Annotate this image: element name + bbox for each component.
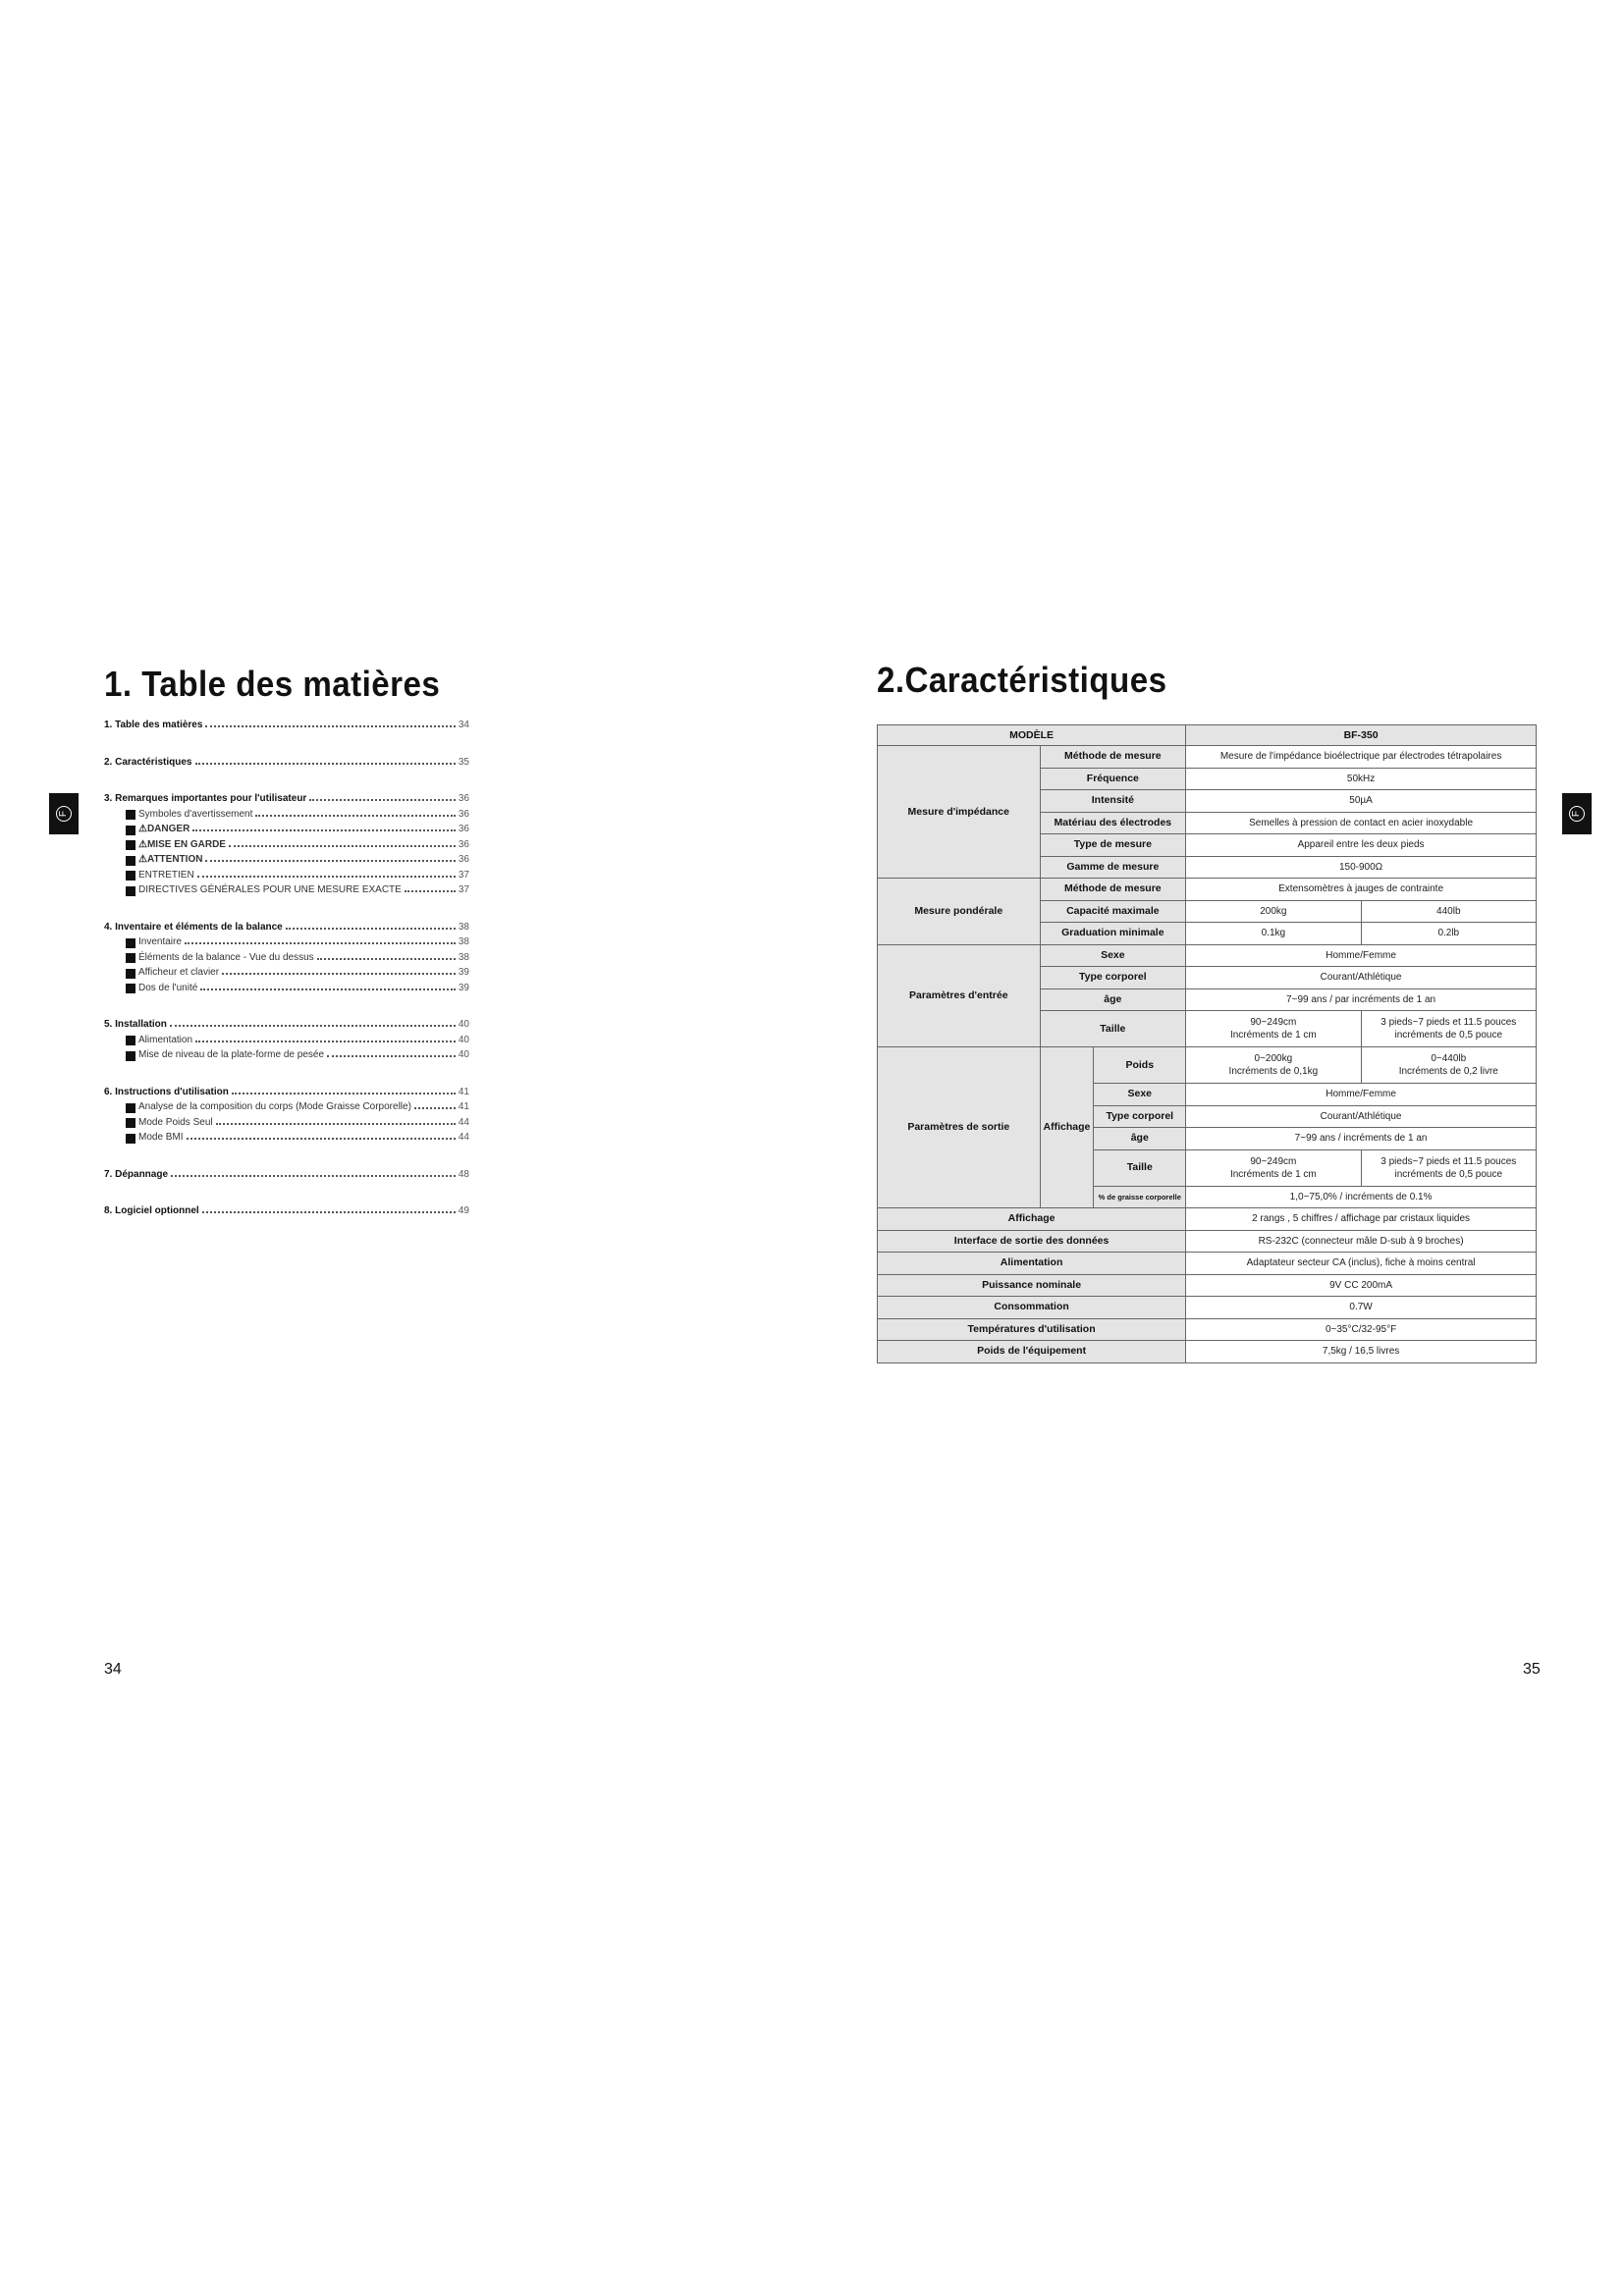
toc-section [104, 1018, 469, 1064]
toc-sub-entry [104, 823, 469, 838]
toc-entry-page: 48 [458, 1168, 469, 1180]
toc-entry-label: DIRECTIVES GÉNÉRALES POUR UNE MESURE EXACTE [138, 884, 402, 895]
square-bullet-icon [126, 1134, 135, 1144]
specifications-table [877, 724, 1537, 1363]
toc-title: 1. Table des matières [104, 664, 441, 704]
row-label: Taille [1094, 1149, 1186, 1186]
row-value: Mesure de l'impédance bioélectrique par électrodes tétrapolaires [1186, 746, 1537, 769]
toc-sub-entry [104, 982, 469, 997]
dot-leader [414, 1100, 456, 1109]
dot-leader [202, 1204, 456, 1213]
row-value: Adaptateur secteur CA (inclus), fiche à moins central [1186, 1253, 1537, 1275]
group-label: Mesure d'impédance [878, 746, 1041, 879]
toc-entry-label: 1. Table des matières [104, 720, 203, 730]
toc-sub-entry [104, 1048, 469, 1064]
toc-entry-label: Mode Poids Seul [138, 1116, 213, 1128]
toc-entry-page: 36 [458, 808, 469, 820]
square-bullet-icon [126, 1118, 135, 1128]
toc-sub-entry [104, 1116, 469, 1132]
page-number-right: 35 [1523, 1661, 1541, 1678]
row-value: 0.1kg [1186, 923, 1361, 945]
row-label: Méthode de mesure [1040, 879, 1186, 901]
toc-entry [104, 792, 469, 808]
dot-leader [170, 1018, 456, 1027]
row-value: 0~440lb Incréments de 0,2 livre [1361, 1047, 1536, 1084]
row-label: Matériau des électrodes [1040, 812, 1186, 834]
toc-entry-page: 36 [458, 824, 469, 834]
toc-entry-label: Inventaire [138, 936, 182, 947]
specs-title: 2.Caractéristiques [877, 660, 1167, 700]
toc-entry [104, 719, 469, 734]
toc-section [104, 1204, 469, 1220]
toc-sub-entry [104, 1034, 469, 1049]
row-value: 50µA [1186, 790, 1537, 813]
toc-entry-label: ⚠DANGER [138, 824, 190, 834]
toc-entry-label: Mode BMI [138, 1132, 184, 1143]
dot-leader [195, 1034, 456, 1042]
dot-leader [171, 1168, 456, 1177]
row-label: Gamme de mesure [1040, 856, 1186, 879]
dot-leader [205, 719, 455, 727]
page-number-left: 34 [104, 1661, 122, 1678]
dot-leader [317, 951, 456, 960]
group-label: Paramètres d'entrée [878, 944, 1041, 1047]
row-value: 2 rangs , 5 chiffres / affichage par cristaux liquides [1186, 1208, 1537, 1231]
row-label: Sexe [1040, 944, 1186, 967]
table-row [878, 1274, 1537, 1297]
toc-entry-page: 44 [458, 1116, 469, 1128]
dot-leader [197, 869, 456, 878]
row-value: 50kHz [1186, 768, 1537, 790]
toc-entry-page: 37 [458, 884, 469, 895]
row-label: Interface de sortie des données [878, 1230, 1186, 1253]
dot-leader [195, 756, 456, 765]
language-tab-left: F [49, 793, 79, 834]
table-row [878, 1297, 1537, 1319]
row-label: Type corporel [1094, 1105, 1186, 1128]
toc-sub-entry [104, 966, 469, 982]
row-label: Affichage [878, 1208, 1186, 1231]
dot-leader [309, 792, 456, 801]
table-row [878, 879, 1537, 901]
row-label: Températures d'utilisation [878, 1318, 1186, 1341]
toc-entry [104, 1086, 469, 1101]
toc-entry-page: 40 [458, 1019, 469, 1030]
toc-sub-entry [104, 951, 469, 967]
toc-entry-label: 7. Dépannage [104, 1168, 169, 1180]
toc-entry-page: 44 [458, 1132, 469, 1143]
toc-section [104, 1168, 469, 1184]
toc-entry-page: 36 [458, 854, 469, 865]
table-of-contents [104, 719, 469, 1242]
row-value: 90~249cm Incréments de 1 cm [1186, 1011, 1361, 1047]
sub-group-label: Affichage [1040, 1047, 1094, 1208]
dot-leader [222, 966, 456, 975]
table-row [878, 725, 1537, 746]
square-bullet-icon [126, 810, 135, 820]
dot-leader [205, 853, 455, 862]
row-label: Méthode de mesure [1040, 746, 1186, 769]
row-value: 0~200kg Incréments de 0,1kg [1186, 1047, 1361, 1084]
toc-sub-entry [104, 1100, 469, 1116]
right-page [812, 0, 1624, 2296]
toc-entry-page: 41 [458, 1101, 469, 1112]
toc-entry-label: Éléments de la balance - Vue du dessus [138, 951, 314, 963]
toc-section [104, 792, 469, 899]
dot-leader [200, 982, 456, 990]
table-row [878, 1318, 1537, 1341]
toc-entry-label: Afficheur et clavier [138, 967, 220, 978]
group-label: Mesure pondérale [878, 879, 1041, 945]
square-bullet-icon [126, 871, 135, 881]
dot-leader [232, 1086, 456, 1095]
row-value: 3 pieds~7 pieds et 11.5 pouces incréments de 0,5 pouce [1361, 1149, 1536, 1186]
row-value: 7~99 ans / par incréments de 1 an [1186, 988, 1537, 1011]
toc-entry-label: 4. Inventaire et éléments de la balance [104, 921, 283, 933]
row-label: Intensité [1040, 790, 1186, 813]
toc-sub-entry [104, 1131, 469, 1147]
row-label: Type de mesure [1040, 834, 1186, 857]
toc-entry-page: 40 [458, 1049, 469, 1060]
toc-sub-entry [104, 838, 469, 854]
row-label: Puissance nominale [878, 1274, 1186, 1297]
row-value: Homme/Femme [1186, 944, 1537, 967]
row-value: Courant/Athlétique [1186, 1105, 1537, 1128]
toc-entry-page: 36 [458, 838, 469, 850]
toc-section [104, 921, 469, 997]
toc-sub-entry [104, 883, 469, 899]
group-label: Paramètres de sortie [878, 1047, 1041, 1208]
toc-sub-entry [104, 808, 469, 824]
square-bullet-icon [126, 886, 135, 896]
square-bullet-icon [126, 1051, 135, 1061]
row-label: âge [1094, 1128, 1186, 1150]
toc-entry-label: ⚠ATTENTION [138, 854, 203, 865]
table-row [878, 944, 1537, 967]
toc-entry-label: 2. Caractéristiques [104, 756, 192, 768]
row-label: % de graisse corporelle [1094, 1186, 1186, 1208]
model-label: MODÈLE [878, 725, 1186, 746]
row-value: Courant/Athlétique [1186, 967, 1537, 989]
row-label: Alimentation [878, 1253, 1186, 1275]
row-value: 200kg [1186, 900, 1361, 923]
row-value: 7~99 ans / incréments de 1 an [1186, 1128, 1537, 1150]
toc-entry-label: 6. Instructions d'utilisation [104, 1086, 229, 1097]
square-bullet-icon [126, 1103, 135, 1113]
toc-sub-entry [104, 853, 469, 869]
toc-entry-label: 5. Installation [104, 1019, 167, 1030]
toc-entry-label: 8. Logiciel optionnel [104, 1205, 199, 1216]
language-tab-right: F [1562, 793, 1592, 834]
toc-entry-page: 35 [458, 756, 469, 768]
row-label: Graduation minimale [1040, 923, 1186, 945]
dot-leader [405, 883, 456, 892]
toc-sub-entry [104, 935, 469, 951]
toc-entry [104, 1018, 469, 1034]
square-bullet-icon [126, 1036, 135, 1045]
row-label: Poids de l'équipement [878, 1341, 1186, 1363]
toc-entry-label: Mise de niveau de la plate-forme de pesée [138, 1049, 325, 1060]
toc-sub-entry [104, 869, 469, 884]
dot-leader [187, 1131, 456, 1140]
dot-leader [327, 1048, 456, 1057]
dot-leader [229, 838, 456, 847]
square-bullet-icon [126, 969, 135, 979]
table-row [878, 1230, 1537, 1253]
toc-entry-page: 40 [458, 1034, 469, 1045]
table-row [878, 1208, 1537, 1231]
toc-entry [104, 756, 469, 772]
toc-section [104, 1086, 469, 1147]
table-row [878, 1047, 1537, 1084]
row-label: Capacité maximale [1040, 900, 1186, 923]
toc-entry-page: 36 [458, 793, 469, 804]
row-value: 9V CC 200mA [1186, 1274, 1537, 1297]
row-label: âge [1040, 988, 1186, 1011]
square-bullet-icon [126, 953, 135, 963]
dot-leader [216, 1116, 456, 1125]
row-label: Consommation [878, 1297, 1186, 1319]
row-value: 0.2lb [1361, 923, 1536, 945]
row-label: Taille [1040, 1011, 1186, 1047]
toc-entry-label: 3. Remarques importantes pour l'utilisateur [104, 793, 307, 804]
dot-leader [192, 823, 456, 831]
row-label: Sexe [1094, 1084, 1186, 1106]
table-row [878, 1341, 1537, 1363]
toc-entry-label: Dos de l'unité [138, 982, 198, 993]
toc-entry-page: 34 [458, 720, 469, 730]
toc-entry-label: ENTRETIEN [138, 869, 194, 881]
row-value: Semelles à pression de contact en acier inoxydable [1186, 812, 1537, 834]
row-value: 440lb [1361, 900, 1536, 923]
toc-entry-page: 38 [458, 921, 469, 933]
dot-leader [185, 935, 456, 944]
toc-entry-label: Analyse de la composition du corps (Mode Graisse Corporelle) [138, 1101, 411, 1112]
row-value: RS-232C (connecteur mâle D-sub à 9 broches) [1186, 1230, 1537, 1253]
toc-entry-page: 37 [458, 869, 469, 881]
row-value: 3 pieds~7 pieds et 11.5 pouces incréments de 0,5 pouce [1361, 1011, 1536, 1047]
square-bullet-icon [126, 856, 135, 866]
toc-entry-page: 38 [458, 951, 469, 963]
dot-leader [255, 808, 455, 817]
toc-entry-label: Symboles d'avertissement [138, 808, 253, 820]
toc-entry-label: ⚠MISE EN GARDE [138, 838, 226, 850]
table-row [878, 746, 1537, 769]
toc-entry [104, 1168, 469, 1184]
row-value: 7,5kg / 16,5 livres [1186, 1341, 1537, 1363]
square-bullet-icon [126, 984, 135, 993]
row-value: 0~35°C/32-95°F [1186, 1318, 1537, 1341]
toc-entry-page: 39 [458, 967, 469, 978]
row-value: 150-900Ω [1186, 856, 1537, 879]
square-bullet-icon [126, 826, 135, 835]
row-label: Fréquence [1040, 768, 1186, 790]
square-bullet-icon [126, 938, 135, 948]
row-label: Type corporel [1040, 967, 1186, 989]
row-value: 90~249cm Incréments de 1 cm [1186, 1149, 1361, 1186]
table-row [878, 1253, 1537, 1275]
row-value: 0.7W [1186, 1297, 1537, 1319]
row-value: Homme/Femme [1186, 1084, 1537, 1106]
row-label: Poids [1094, 1047, 1186, 1084]
toc-entry [104, 921, 469, 936]
toc-entry-page: 38 [458, 936, 469, 947]
toc-entry-page: 41 [458, 1086, 469, 1097]
dot-leader [286, 921, 456, 930]
row-value: Extensomètres à jauges de contrainte [1186, 879, 1537, 901]
toc-section [104, 719, 469, 734]
model-value: BF-350 [1186, 725, 1537, 746]
toc-section [104, 756, 469, 772]
toc-entry-label: Alimentation [138, 1034, 193, 1045]
toc-entry-page: 39 [458, 982, 469, 993]
row-value: 1,0~75,0% / incréments de 0.1% [1186, 1186, 1537, 1208]
toc-entry-page: 49 [458, 1205, 469, 1216]
square-bullet-icon [126, 840, 135, 850]
toc-entry [104, 1204, 469, 1220]
row-value: Appareil entre les deux pieds [1186, 834, 1537, 857]
